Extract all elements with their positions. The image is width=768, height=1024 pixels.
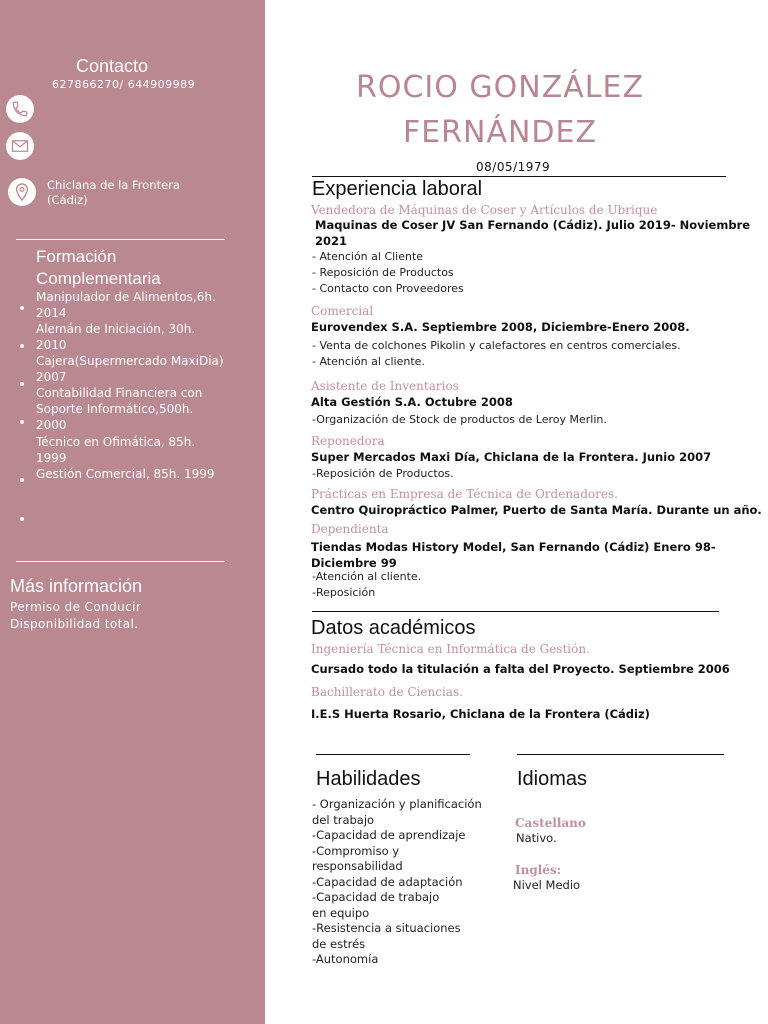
job-task: -Organización de Stock de productos de Leroy Merlin. [312, 413, 607, 426]
job-role: Prácticas en Empresa de Técnica de Ordenadores. [311, 487, 618, 501]
job-company: 2021 [315, 234, 348, 248]
job-company: Diciembre 99 [311, 556, 397, 570]
location-line-1: Chiclana de la Frontera [47, 178, 180, 192]
course-item: Alemán de Iniciación, 30h. 2010 [36, 322, 196, 352]
bullet [20, 382, 24, 386]
job-company: Maquinas de Coser JV San Fernando (Cádiz). Julio 2019- Noviembre [315, 218, 751, 232]
divider [316, 754, 470, 755]
divider [517, 754, 724, 755]
job-task: - Reposición de Productos [312, 266, 454, 279]
job-task: -Atención al cliente. [312, 570, 422, 583]
job-role: Comercial [311, 304, 374, 318]
full-name-line-2: FERNÁNDEZ [402, 115, 598, 150]
more-info-title: Más información [10, 576, 143, 596]
academic-detail: Cursado todo la titulación a falta del Proyecto. Septiembre 2006 [311, 662, 730, 676]
phone-numbers: 627866270/ 644909989 [52, 78, 196, 91]
course-item: Manipulador de Alimentos,6h. 2014 [36, 290, 216, 320]
job-company: Super Mercados Maxi Día, Chiclana de la Frontera. Junio 2007 [311, 450, 712, 464]
training-title: Formación Complementaria [36, 247, 161, 288]
sidebar [0, 0, 265, 1024]
bullet [20, 478, 24, 482]
divider [16, 561, 225, 562]
job-role: Asistente de Inventarios [311, 379, 459, 393]
job-company: Centro Quiropráctico Palmer, Puerto de Santa María. Durante un año. [311, 503, 762, 517]
job-task: -Reposición [312, 586, 376, 599]
skills-title: Habilidades [316, 768, 421, 790]
language-level: Nativo. [516, 831, 557, 845]
course-item: Contabilidad Financiera con Soporte Informático,500h. 2000 [36, 386, 203, 432]
bullet [20, 517, 24, 521]
academic-role: Ingeniería Técnica en Informática de Gestión. [311, 642, 590, 656]
mail-icon [6, 132, 34, 160]
course-item: Cajera(Supermercado MaxiDia) 2007 [36, 354, 224, 384]
divider [312, 176, 726, 177]
job-role: Vendedora de Máquinas de Coser y Artículos de Ubrique [311, 203, 658, 217]
bullet [20, 306, 24, 310]
job-task: -Reposición de Productos. [312, 467, 454, 480]
job-task: - Atención al Cliente [312, 250, 424, 263]
more-info-line: Disponibilidad total. [10, 617, 139, 631]
job-task: - Atención al cliente. [312, 355, 425, 368]
job-role: Dependienta [311, 522, 389, 536]
academic-detail: I.E.S Huerta Rosario, Chiclana de la Frontera (Cádiz) [311, 707, 650, 721]
academic-title: Datos académicos [311, 617, 476, 639]
bullet [20, 344, 24, 348]
location-icon [8, 178, 36, 206]
contact-title: Contacto [76, 56, 149, 76]
divider [16, 239, 225, 240]
location-line-2: (Cádiz) [47, 193, 88, 207]
divider [312, 611, 719, 612]
experience-title: Experiencia laboral [312, 178, 483, 200]
course-item: Técnico en Ofimática, 85h. 1999 [36, 435, 196, 465]
job-company: Alta Gestión S.A. Octubre 2008 [311, 395, 513, 409]
job-task: - Venta de colchones Pikolin y calefactores en centros comerciales. [312, 339, 681, 352]
bullet [20, 420, 24, 424]
language-level: Nivel Medio [513, 878, 581, 892]
skills-list: - Organización y planificación del trabajo -Capacidad de aprendizaje -Compromiso y responsabilidad -Capacidad de adaptación -Capacidad de trabajo en equipo -Resistencia a situaciones de estrés -Autonomía [312, 797, 482, 966]
course-item: Gestión Comercial, 85h. 1999 [36, 467, 215, 481]
birthdate: 08/05/1979 [476, 160, 551, 174]
job-company: Tiendas Modas History Model, San Fernando (Cádiz) Enero 98- [311, 540, 716, 554]
language-name: Inglés: [515, 863, 562, 877]
full-name-line-1: ROCIO GONZÁLEZ [356, 70, 644, 105]
phone-icon [6, 95, 34, 123]
job-role: Reponedora [311, 434, 385, 448]
job-company: Eurovendex S.A. Septiembre 2008, Diciembre-Enero 2008. [311, 320, 690, 334]
language-name: Castellano [515, 816, 586, 830]
languages-title: Idiomas [517, 768, 588, 790]
more-info-line: Permiso de Conducir [10, 600, 142, 614]
academic-role: Bachillerato de Ciencias. [311, 685, 463, 699]
job-task: - Contacto con Proveedores [312, 282, 464, 295]
